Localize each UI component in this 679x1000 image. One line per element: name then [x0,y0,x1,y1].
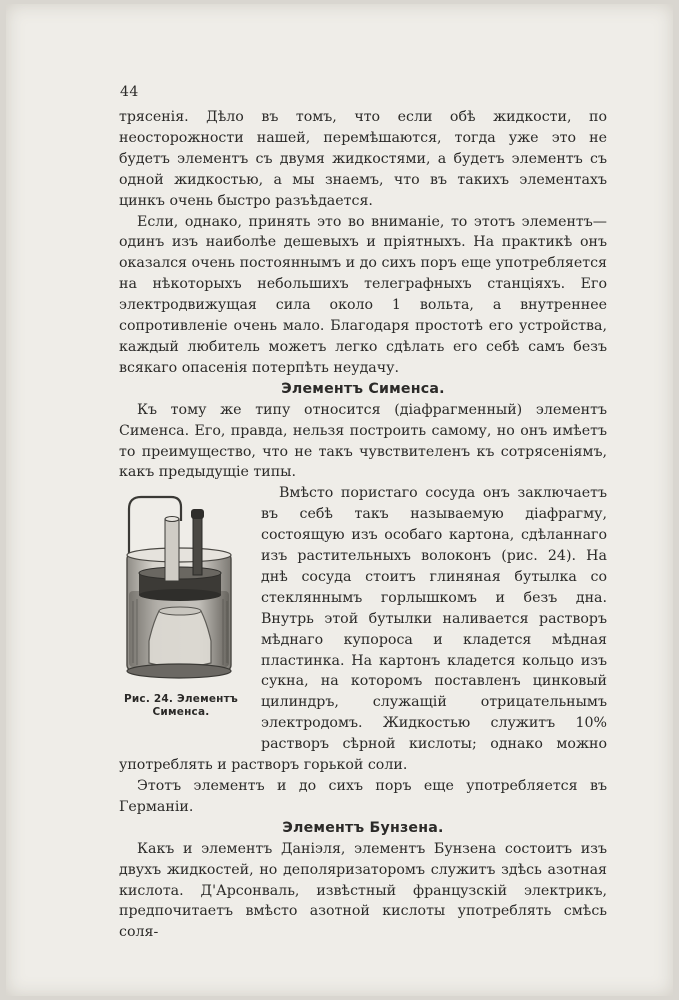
paragraph-3: Къ тому же типу относится (діафрагменный) элементъ Сименса. Его, правда, нельзя построить самому, но онъ имѣетъ то преимущество, что не такъ чувствителенъ къ сотрясеніямъ, какъ предыдущіе типы. [119,401,607,481]
siemens-cell-illustration [115,491,247,681]
page-number: 44 [120,84,139,100]
figure-24 [115,491,247,748]
paragraph-4: Вмѣсто пористаго сосуда онъ заключаетъ въ себѣ такъ называемую діафрагму, состоящую изъ особаго картона, сдѣланнаго изъ растительныхъ волоконъ (рис. 24). На днѣ сосуда стоитъ глиняная бутылка со стекляннымъ горлышкомъ и безъ дна. Внутрь этой бутылки наливается растворъ мѣднаго купороса и кладется мѣдная пластинка. На картонъ кладется кольцо изъ сукна, на которомъ поставленъ цинковый цилиндръ, служащій отрицательнымъ электродомъ. Жидкостью служитъ 10% растворъ сѣрной кислоты; однако можно употреблять и растворъ горькой соли. [119,485,607,774]
paragraph-6: Какъ и элементъ Даніэля, элементъ Бунзена состоитъ изъ двухъ жидкостей, но деполяризаторомъ служитъ здѣсь азотная кислота. Д'Арсонваль, извѣстный французскій электрикъ, предпочитаетъ вмѣсто азотной кислоты употреблять смѣсь соля- [119,840,607,941]
paragraph-2: Если, однако, принять это во вниманіе, то этотъ элементъ—одинъ изъ наиболѣе дешевыхъ и пріятныхъ. На практикѣ онъ оказался очень постояннымъ и до сихъ поръ еще употребляется на нѣкоторыхъ небольшихъ телеграфныхъ станціяхъ. Его электродвижущая сила около 1 вольта, а внутреннее сопротивленіе очень мало. Благодаря простотѣ его устройства, каждый любитель можетъ легко сдѣлать его себѣ самъ безъ всякаго опасенія потерпѣть неудачу. [119,213,607,376]
book-page [6,4,673,996]
paragraph-1: трясенія. Дѣло въ томъ, что если обѣ жидкости, по неосторожности нашей, перемѣшаются, тогда уже это не будетъ элементъ съ двумя жидкостями, а будетъ элементъ съ одной жидкостью, а мы знаемъ, что въ такихъ элементахъ цинкъ очень быстро разъѣдается. [119,109,607,209]
page-body [119,107,607,943]
section-heading-bunsen: Элементъ Бунзена. [282,819,444,836]
section-heading-siemens: Элементъ Сименса. [281,380,445,397]
figure-caption: Рис. 24. Элементъ Сименса. [123,693,239,719]
paragraph-5: Этотъ элементъ и до сихъ поръ еще употребляется въ Германіи. [119,778,607,815]
